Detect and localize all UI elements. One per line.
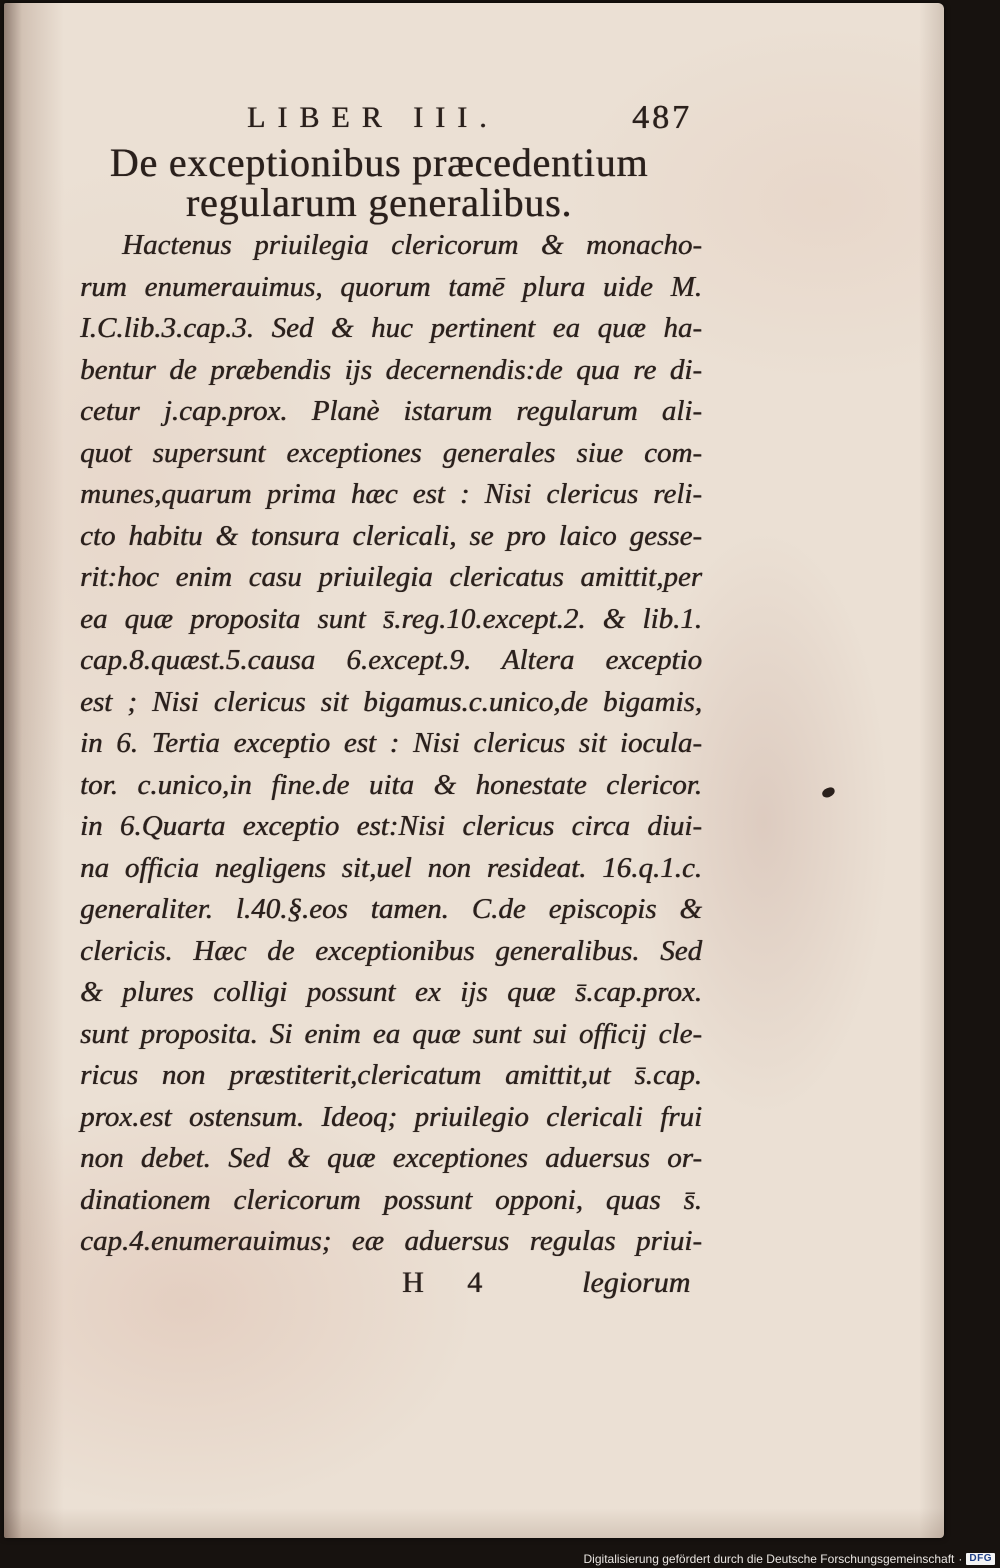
section-title-line-2: regularum generalibus.	[185, 180, 573, 225]
signature-mark: H 4	[402, 1266, 501, 1299]
dfg-logo-icon[interactable]: DFG	[966, 1553, 995, 1565]
section-title	[99, 140, 659, 225]
text-line: na officia negligens sit,uel non resideat. 16.q.1.c.	[80, 851, 702, 884]
text-line: bentur de præbendis ijs decernendis:de qua re di-	[80, 353, 702, 386]
text-line: I.C.lib.3.cap.3. Sed & huc pertinent ea quæ ha-	[80, 312, 702, 344]
running-head: LIBER III.	[247, 101, 499, 134]
text-line: & plures colligi possunt ex ijs quæ s̄.cap.prox.	[80, 976, 702, 1008]
credit-text: Digitalisierung gefördert durch die Deutsche Forschungsgemeinschaft	[583, 1551, 955, 1566]
ink-spot	[821, 786, 836, 799]
text-line: cap.8.quæst.5.causa 6.except.9. Altera exceptio	[80, 644, 702, 676]
text-line: generaliter. l.40.§.eos tamen. C.de episcopis &	[80, 893, 702, 925]
section-title-line-1: De exceptionibus præcedentium	[109, 140, 649, 185]
text-line: rum enumerauimus, quorum tamē plura uide M.	[80, 270, 702, 303]
text-line: Hactenus priuilegia clericorum & monacho-	[122, 229, 702, 261]
book-page	[4, 3, 944, 1538]
text-line: ricus non præstiterit,clericatum amittit,ut s̄.cap.	[80, 1059, 702, 1091]
catchword: legiorum	[582, 1266, 691, 1299]
credit-separator: ·	[958, 1551, 963, 1566]
text-line: in 6.Quarta exceptio est:Nisi clericus circa diui-	[80, 810, 702, 842]
text-line: clericis. Hæc de exceptionibus generalibus. Sed	[80, 934, 702, 967]
text-line: munes,quarum prima hæc est : Nisi clericus reli-	[80, 478, 702, 510]
text-line: cto habitu & tonsura clericali, se pro laico gesse-	[80, 519, 702, 552]
page-number: 487	[632, 99, 692, 136]
text-line: quot supersunt exceptiones generales siue com-	[80, 436, 702, 469]
text-line: est ; Nisi clericus sit bigamus.c.unico,de bigamis,	[80, 685, 702, 718]
digitization-credit	[584, 1551, 995, 1566]
body-text	[80, 225, 702, 1263]
signature-line	[4, 1262, 944, 1304]
text-line: dinationem clericorum possunt opponi, quas s̄.	[80, 1183, 702, 1216]
text-line: rit:hoc enim casu priuilegia clericatus amittit,per	[80, 561, 702, 593]
text-line: cetur j.cap.prox. Planè istarum regularum ali-	[80, 395, 702, 427]
text-line: non debet. Sed & quæ exceptiones aduersus or-	[80, 1142, 702, 1174]
text-line: prox.est ostensum. Ideoq; priuilegio clericali frui	[80, 1100, 702, 1133]
text-line: cap.4.enumerauimus; eæ aduersus regulas priui-	[80, 1225, 702, 1257]
text-line: sunt proposita. Si enim ea quæ sunt sui officij cle-	[80, 1017, 702, 1050]
text-line: ea quæ proposita sunt s̄.reg.10.except.2. & lib.1.	[80, 602, 702, 635]
text-line: in 6. Tertia exceptio est : Nisi clericus sit iocula-	[80, 727, 702, 759]
text-line: tor. c.unico,in fine.de uita & honestate clericor.	[80, 768, 702, 801]
